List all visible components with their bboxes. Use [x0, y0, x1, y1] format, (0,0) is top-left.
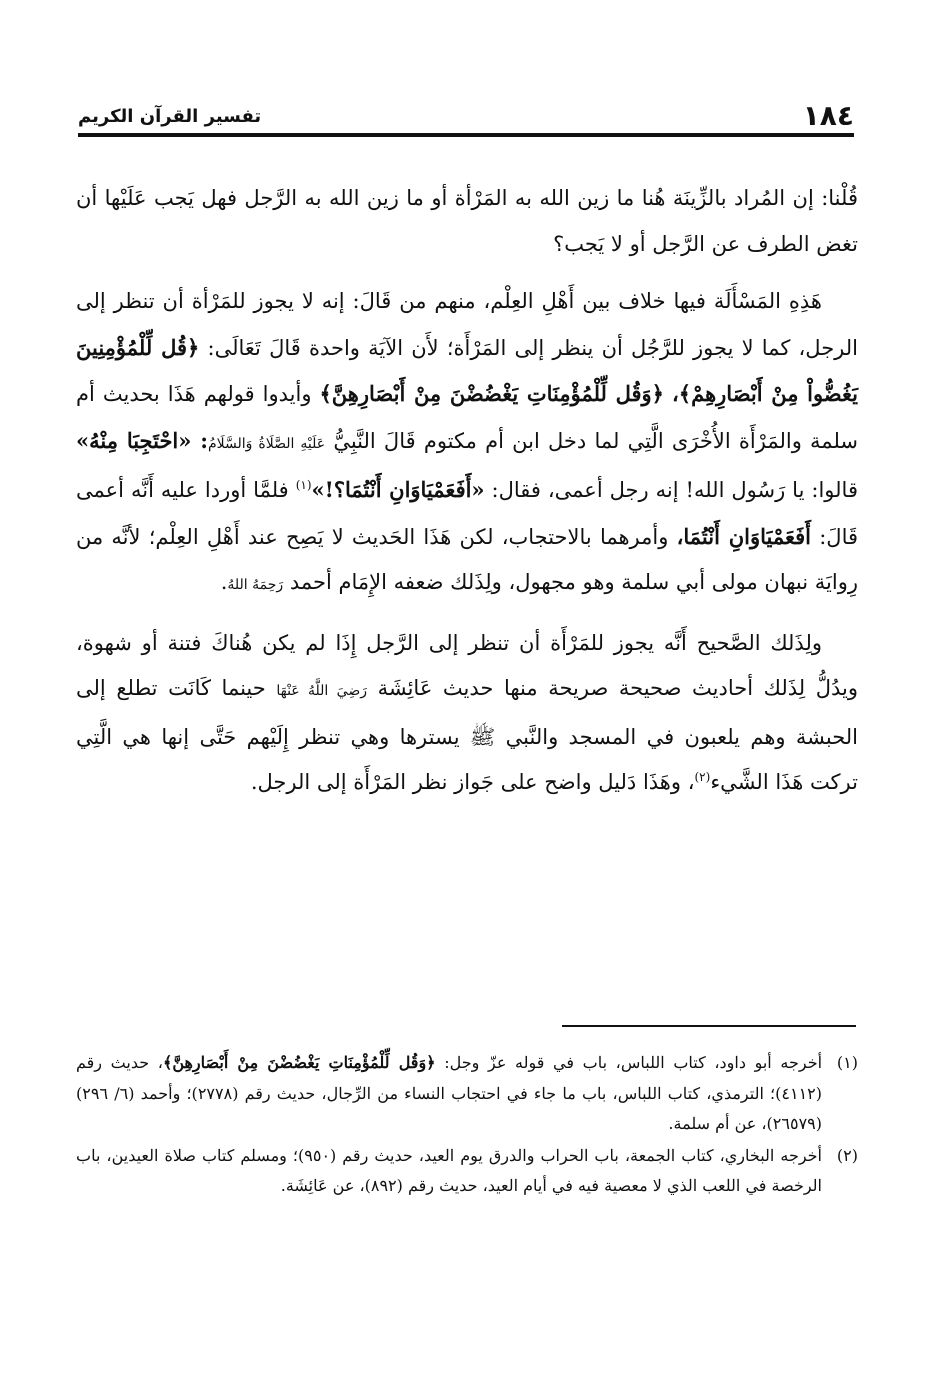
hadith-quote-1: : «احْتَجِبَا مِنْهُ»	[76, 427, 208, 453]
paragraph-3-text-c: يسترها وهي تنظر إِلَيْهم حَتَّى إنها هي الَّتِي تركت هَذَا الشَّيء	[76, 724, 858, 794]
main-text	[76, 176, 858, 806]
paragraph-2-text-d: فلمَّا أوردا عليه أَنَّه أعمى قَالَ:	[76, 478, 859, 549]
honorific-aisha: رَضِيَ اللَّهُ عَنْهَا	[276, 683, 367, 699]
paragraph-3-text-a: ولِذَلك الصَّحيح أَنَّه يجوز للمَرْأَة أن تنظر إلى الرَّجل إِذَا لم يكن هُناكَ فتنة أو شهوة، ويدُلُّ لِذَلك أحاديث صحيحة صريحة منها حديث عَائِشَة	[76, 630, 858, 700]
honorific-imam: رَحِمَهُ اللهُ	[227, 577, 284, 593]
footnote-2-number: (٢)	[836, 1145, 858, 1165]
footnote-1-text-b: ، حديث رقم (٤١١٢)؛ الترمذي، كتاب اللباس، باب ما جاء في احتجاب النساء من الرِّجال، حديث رقم (٢٧٧٨)؛ وأحمد (٦/ ٢٩٦) (٢٦٥٧٩)، عن أم سلمة.	[76, 1053, 823, 1133]
paragraph-2-text-c: قالوا: يا رَسُول الله! إنه رجل أعمى، فقال:	[491, 478, 858, 502]
footnote-1-number: (١)	[836, 1053, 858, 1072]
footnote-1-quran-verse: ﴿وَقُل لِّلْمُؤْمِنَاتِ يَغْضُضْنَ مِنْ أَبْصَارِهِنَّ﴾	[162, 1053, 436, 1072]
hadith-quote-3: أَفَعَمْيَاوَانِ أَنْتُمَا،	[676, 523, 812, 549]
paragraph-1	[76, 176, 858, 267]
running-title: تفسير القرآن الكريم	[78, 106, 262, 127]
paragraph-2-text-a: هَذِهِ المَسْأَلَة فيها خلاف بين أَهْلِ العِلْم، منهم من قَالَ: إنه لا يجوز للمَرْأة أن تنظر إلى الرجل، كما لا يجوز للرَّجُل أن ينظر إلى المَرْأَة؛ لأَن الآيَة واحدة قَالَ تَعَالَى:	[76, 289, 858, 360]
paragraph-3-text-d: ، وهَذَا دَليل واضح على جَواز نظر المَرْأَة إلى الرجل.	[250, 770, 695, 794]
paragraph-1-text: قُلْنا: إن المُراد بالزِّينَة هُنا ما زين الله به المَرْأة أو ما زين الله به الرَّجل فهل يَجب عَلَيْها أن تغض الطرف عن الرَّجل أو لا يَجب؟	[76, 186, 858, 256]
footnote-1	[76, 1048, 858, 1140]
honorific-prophet: عَلَيْهِ الصَّلَاةُ وَالسَّلَامُ	[207, 435, 326, 452]
paragraph-3-text-b: حينما كَانَت تطلع إلى الحبشة وهم يلعبون في المسجد والنَّبي	[76, 676, 858, 749]
hadith-quote-2: «أَفَعَمْيَاوَانِ أَنْتُمَا؟!»	[311, 477, 485, 502]
footnote-reference-2[interactable]: (٢)	[694, 770, 711, 784]
paragraph-3	[76, 621, 858, 806]
footnote-1-text-a: أخرجه أبو داود، كتاب اللباس، باب في قوله عزّ وجل:	[444, 1053, 823, 1072]
paragraph-2-text-e: وأمرهما بالاحتجاب، لكن هَذَا الحَديث لا يَصِح عند أَهْلِ العِلْم؛ لأنَّه من رِوايَة نبهان مولى أبي سلمة وهو مجهول، ولِذَلك ضعفه الإِمَام أحمد	[76, 524, 858, 594]
footnote-2	[76, 1141, 858, 1202]
footnote-2-text: أخرجه البخاري، كتاب الجمعة، باب الحراب والدرق يوم العيد، حديث رقم (٩٥٠)؛ ومسلم كتاب صلاة العيدين، باب الرخصة في اللعب الذي لا معصية فيه في أيام العيد، حديث رقم (٨٩٢)، عن عَائِشَة.	[76, 1145, 823, 1195]
footnotes	[76, 1048, 858, 1203]
paragraph-2	[76, 279, 858, 609]
header-rule	[78, 133, 854, 137]
page-number: ١٨٤	[802, 99, 854, 132]
paragraph-2-text-b: وأيدوا قولهم هَذَا بحديث أم سلمة والمَرْأَة الأُخْرَى الَّتِي لما دخل ابن أم مكتوم قَالَ النَّبِيُّ	[76, 382, 858, 453]
paragraph-2-end: .	[220, 570, 228, 594]
quran-verse-believing-men: ﴿قُل لِّلْمُؤْمِنِينَ يَغُضُّواْ مِنْ أَبْصَارِهِمْ﴾،	[76, 334, 858, 406]
quran-verse-believing-women: ﴿وَقُل لِّلْمُؤْمِنَاتِ يَغْضُضْنَ مِنْ أَبْصَارِهِنَّ﴾	[319, 381, 664, 406]
footnote-reference-1[interactable]: (١)	[295, 478, 312, 492]
footnote-separator	[562, 1025, 856, 1027]
salutation-prophet: ﷺ	[469, 724, 496, 749]
page-header	[78, 92, 854, 132]
